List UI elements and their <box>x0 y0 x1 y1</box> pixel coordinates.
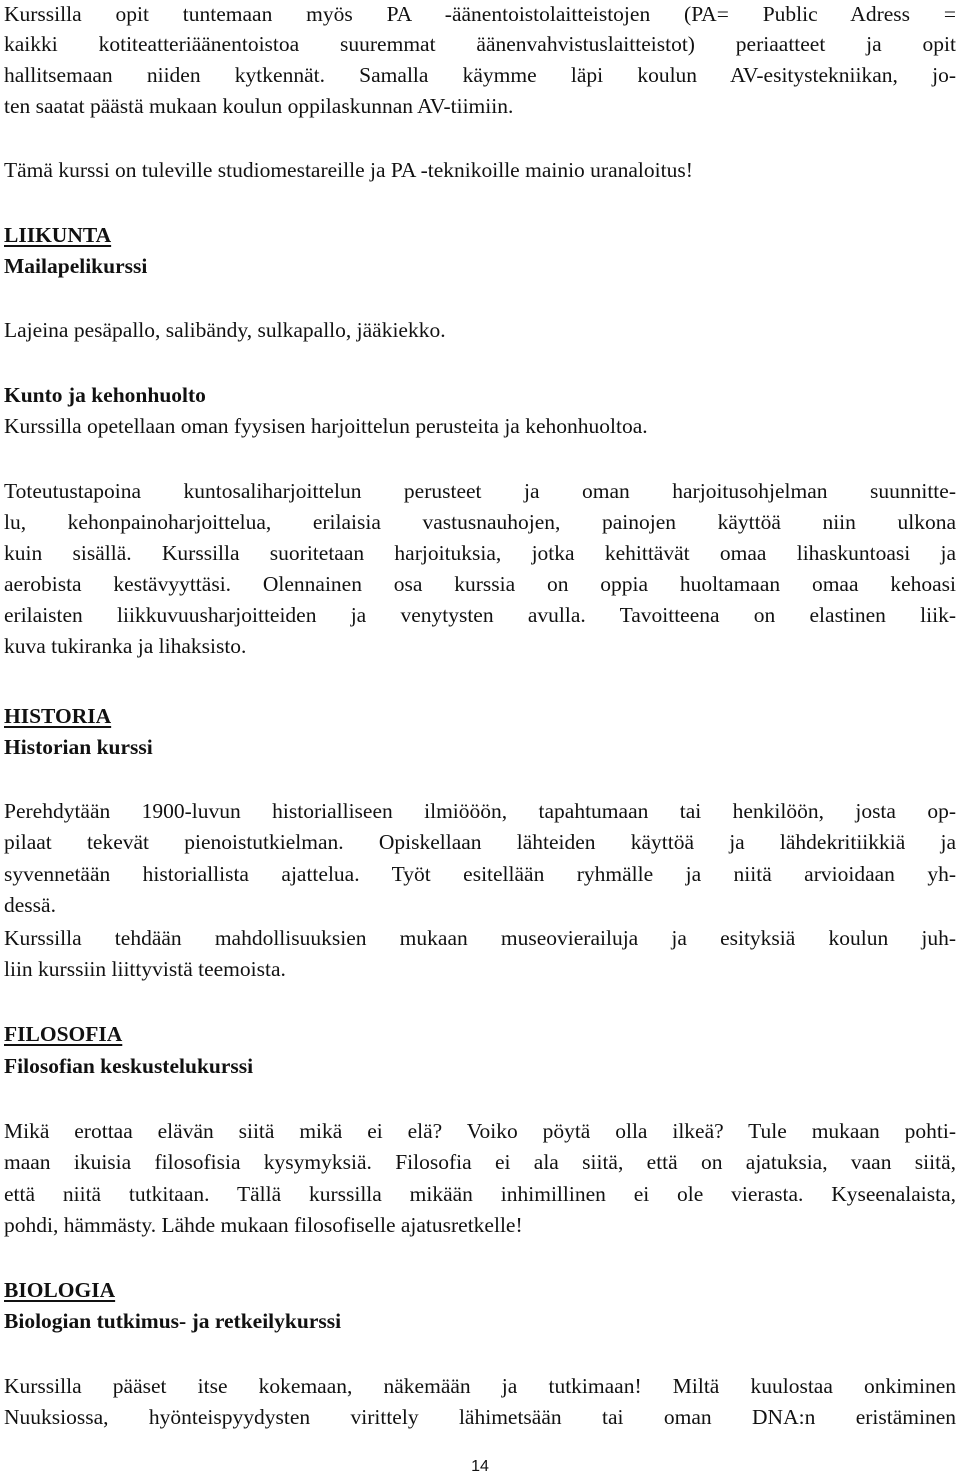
historia-line-4: dessä. <box>4 893 56 917</box>
filosofia-line-3: että niitä tutkitaan. Tällä kurssilla mikään inhimillinen ei ole vierasta. Kyseenalaista, <box>4 1182 956 1206</box>
biologia-line-2: Nuuksiossa, hyönteispyydysten virittely lähimetsään tai oman DNA:n eristäminen <box>4 1405 956 1429</box>
kunto-line-2: lu, kehonpainoharjoittelua, erilaisia vastusnauhojen, painojen käyttöä niin ulkona <box>4 510 956 534</box>
section-heading-historia: HISTORIA <box>4 704 112 728</box>
page-number: 14 <box>471 1458 489 1475</box>
course-title-mailapeli: Mailapelikurssi <box>4 254 148 278</box>
historia-line-6: liin kurssiin liittyvistä teemoista. <box>4 957 286 981</box>
course-title-historia: Historian kurssi <box>4 735 153 759</box>
historia-line-5: Kurssilla tehdään mahdollisuuksien mukaan museovierailuja ja esityksiä koulun juh- <box>4 926 956 950</box>
filosofia-line-2: maan ikuisia filosofisia kysymyksiä. Filosofia ei ala siitä, että on ajatuksia, vaan siitä, <box>4 1150 956 1174</box>
historia-line-1: Perehdytään 1900-luvun historialliseen ilmiööön, tapahtumaan tai henkilöön, josta op- <box>4 799 956 823</box>
course-text-mailapeli: Lajeina pesäpallo, salibändy, sulkapallo, jääkiekko. <box>4 318 446 342</box>
historia-line-3: syvennetään historiallista ajattelua. Työt esitellään ryhmälle ja niitä arvioidaan yh- <box>4 862 956 886</box>
course-title-kunto: Kunto ja kehonhuolto <box>4 383 206 407</box>
kunto-line-6: kuva tukiranka ja lihaksisto. <box>4 634 247 658</box>
kunto-line-5: erilaisten liikkuvuusharjoitteiden ja venytysten avulla. Tavoitteena on elastinen liik- <box>4 603 956 627</box>
section-heading-liikunta: LIIKUNTA <box>4 223 112 247</box>
course-title-filosofia: Filosofian keskustelukurssi <box>4 1054 254 1078</box>
kunto-line-4: aerobista kestävyyttäsi. Olennainen osa kurssia on oppia huoltamaan omaa kehoasi <box>4 572 956 596</box>
section-heading-biologia: BIOLOGIA <box>4 1278 116 1302</box>
biologia-line-1: Kurssilla pääset itse kokemaan, näkemään ja tutkimaan! Miltä kuulostaa onkiminen <box>4 1374 956 1398</box>
intro-closing: Tämä kurssi on tuleville studiomestareille ja PA -teknikoille mainio uranaloitus! <box>4 158 693 182</box>
historia-line-2: pilaat tekevät pienoistutkielman. Opiskellaan lähteiden käyttöä ja lähdekritiikkiä ja <box>4 830 956 854</box>
intro-line-1: Kurssilla opit tuntemaan myös PA -äänentoistolaitteistojen (PA= Public Adress = <box>4 2 956 26</box>
kunto-line-3: kuin sisällä. Kurssilla suoritetaan harjoituksia, jotka kehittävät omaa lihaskuntoasi ja <box>4 541 956 565</box>
filosofia-line-4: pohdi, hämmästy. Lähde mukaan filosofiselle ajatusretkelle! <box>4 1213 523 1237</box>
intro-line-4: ten saatat päästä mukaan koulun oppilaskunnan AV-tiimiin. <box>4 94 514 118</box>
kunto-line-1: Toteutustapoina kuntosaliharjoittelun perusteet ja oman harjoitusohjelman suunnitte- <box>4 479 956 503</box>
course-title-biologia: Biologian tutkimus- ja retkeilykurssi <box>4 1309 342 1333</box>
intro-line-3: hallitsemaan niiden kytkennät. Samalla käymme läpi koulun AV-esitystekniikan, jo- <box>4 63 956 87</box>
intro-line-2: kaikki kotiteatteriäänentoistoa suuremmat äänenvahvistuslaitteistot) periaatteet ja opit <box>4 32 956 56</box>
course-intro-kunto: Kurssilla opetellaan oman fyysisen harjoittelun perusteita ja kehonhuoltoa. <box>4 414 648 438</box>
filosofia-line-1: Mikä erottaa elävän siitä mikä ei elä? Voiko pöytä olla ilkeä? Tule mukaan pohti- <box>4 1119 956 1143</box>
section-heading-filosofia: FILOSOFIA <box>4 1022 123 1046</box>
